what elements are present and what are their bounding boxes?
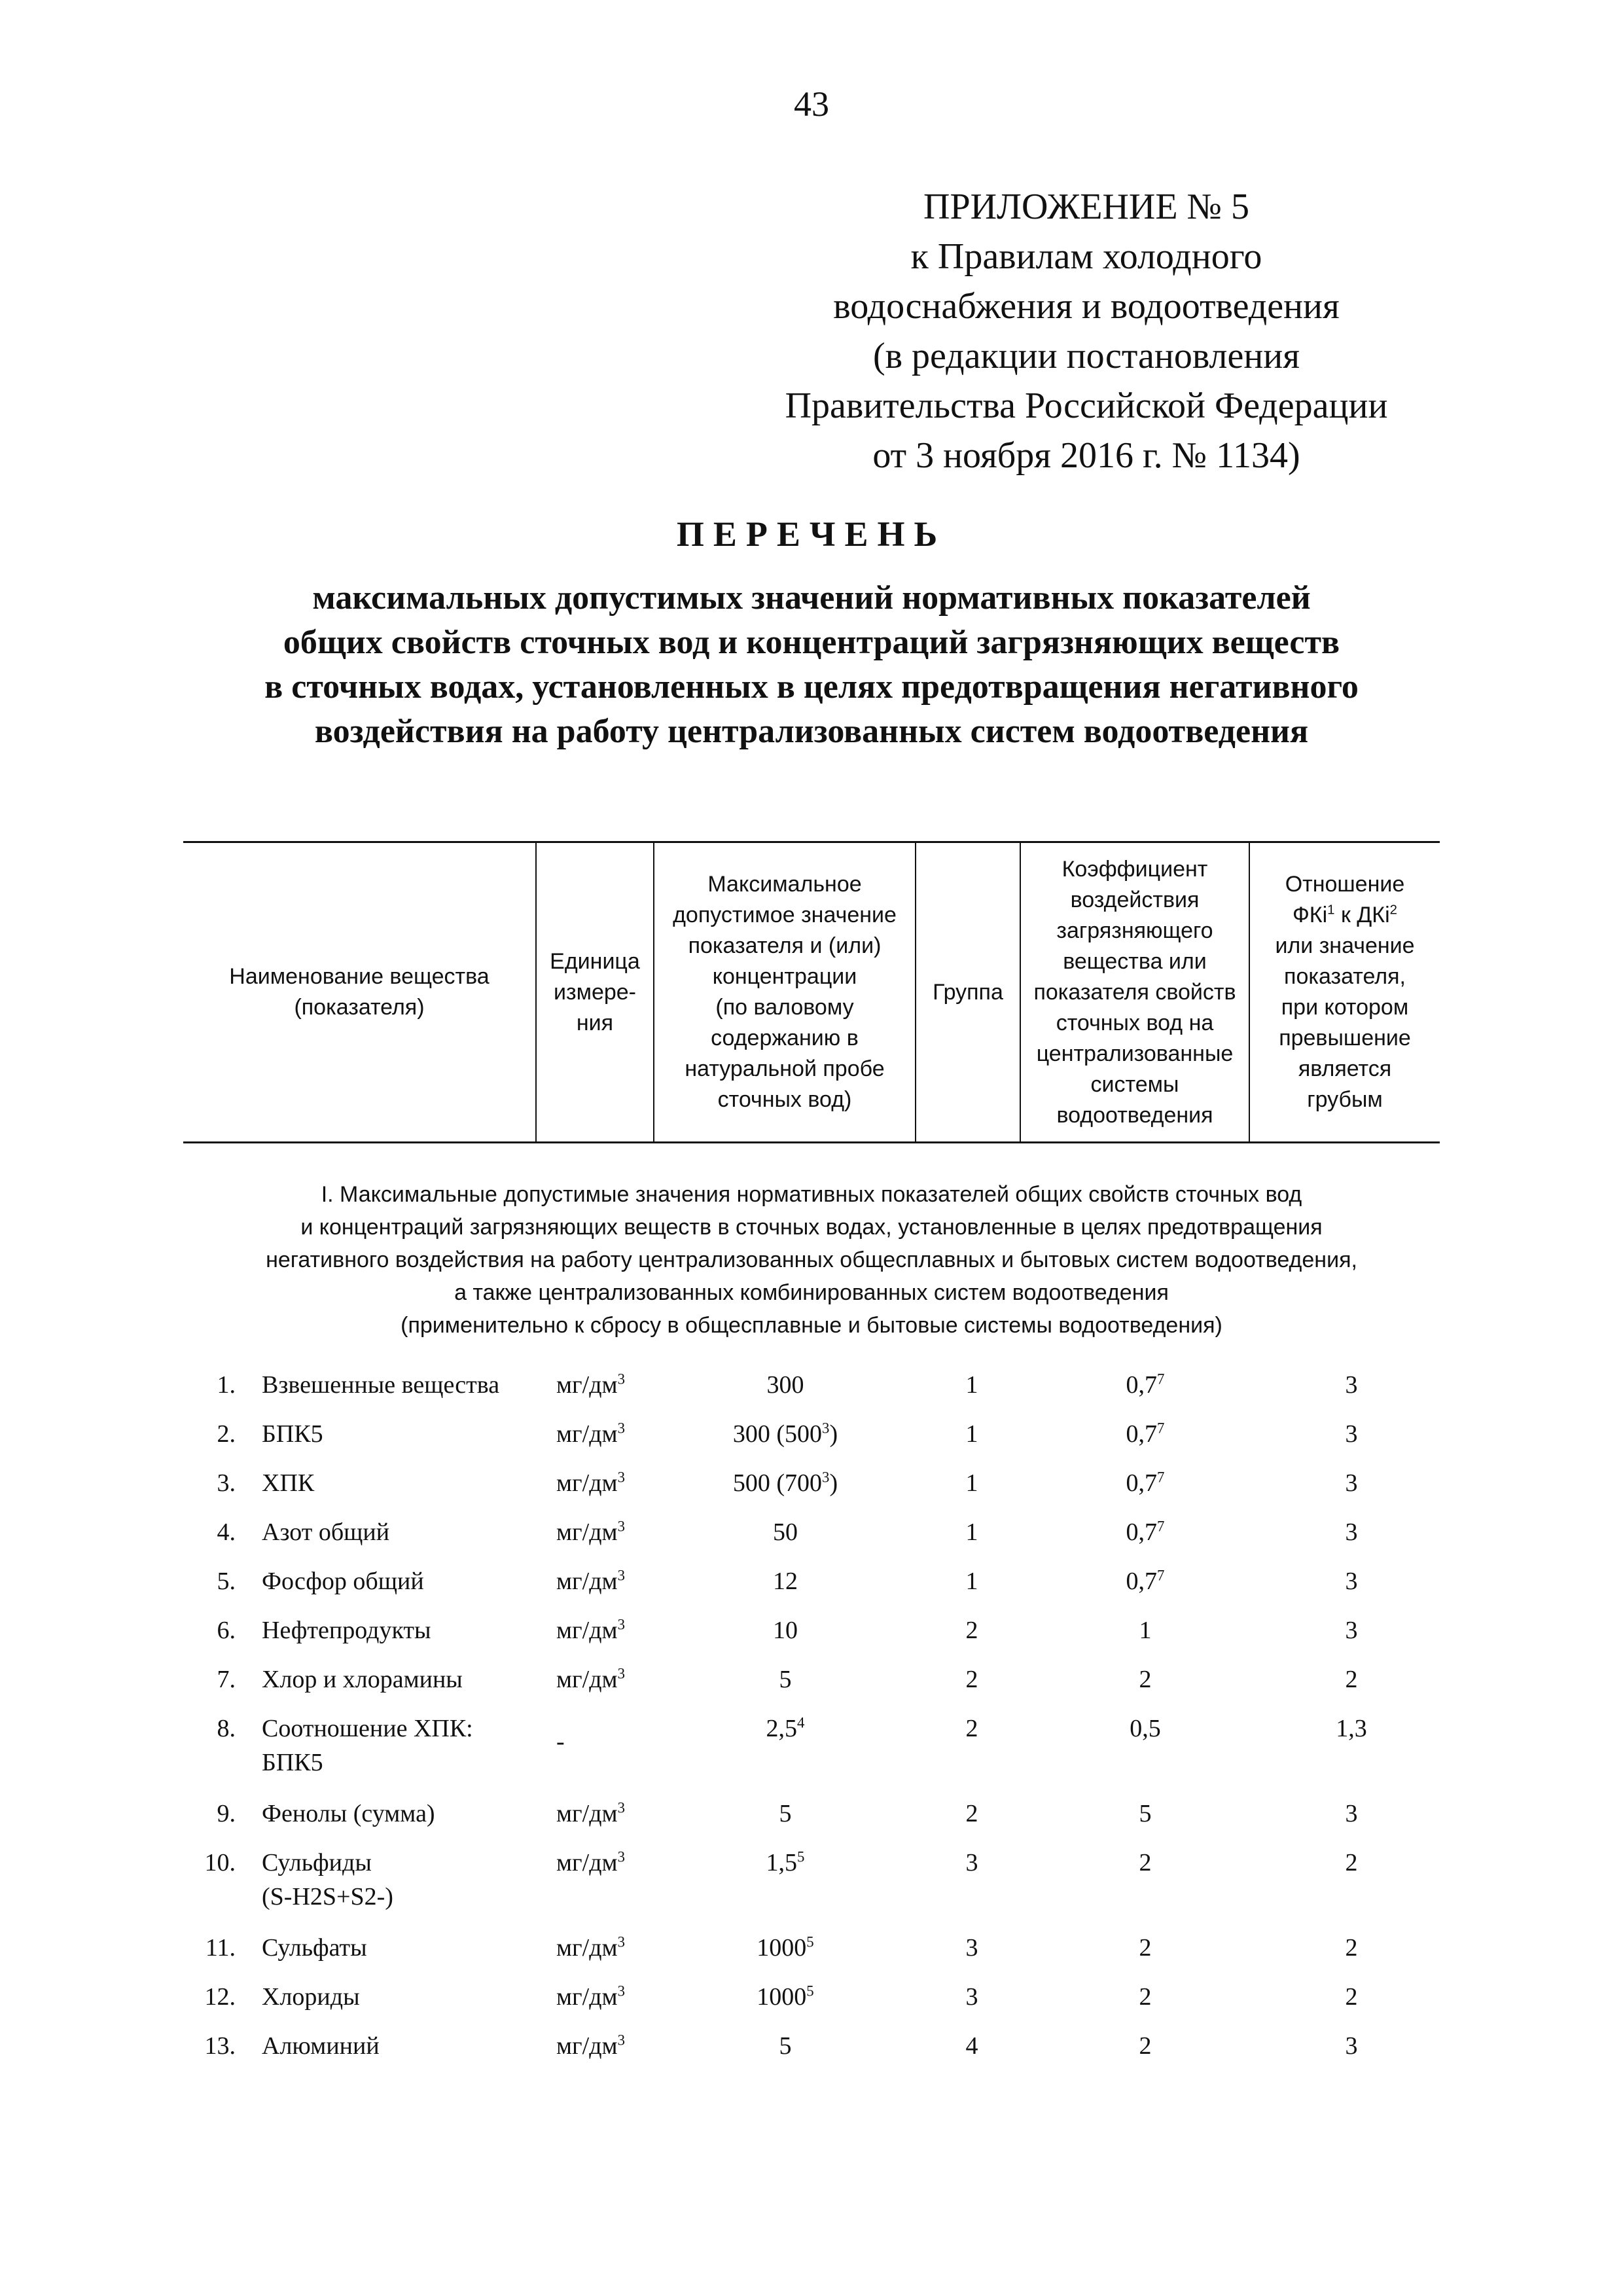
coef-text: 2 (1139, 1983, 1152, 2011)
coef-value (1047, 1712, 1243, 1746)
coef-text: 0,7 (1126, 1371, 1158, 1399)
appendix-line: водоснабжения и водоотведения (833, 286, 1340, 327)
max-text: 1000 (757, 1934, 807, 1962)
ratio-value: 3 (1345, 1469, 1358, 1497)
header-unit-text: Единица измере- ния (550, 948, 640, 1035)
row-number: 4. (217, 1518, 236, 1546)
ratio-value: 3 (1345, 2032, 1358, 2060)
row-number: 6. (217, 1617, 236, 1644)
max-text: 1,5 (766, 1849, 798, 1876)
max-sup: 5 (806, 1933, 814, 1950)
coef-text: 0,7 (1126, 1420, 1158, 1448)
section-heading-line: негативного воздействия на работу централизованных общесплавных и бытовых систем водоотведения, (266, 1247, 1357, 1272)
unit-sup: 3 (617, 1616, 625, 1633)
unit-sup: 3 (617, 1799, 625, 1816)
appendix-line: ПРИЛОЖЕНИЕ № 5 (923, 187, 1249, 227)
unit-text: мг/дм (556, 2032, 618, 2060)
max-text: 10 (773, 1617, 798, 1644)
header-group-cell (916, 843, 1021, 1141)
document-subtitle (177, 576, 1446, 754)
header-ratio-text (1275, 869, 1414, 1115)
unit (556, 1725, 565, 1759)
max-sup: 4 (797, 1714, 805, 1731)
ratio-value: 3 (1345, 1568, 1358, 1595)
coef-text: 0,7 (1126, 1469, 1158, 1497)
max-value (687, 1515, 883, 1549)
ratio-description: или значение показателя, при котором превышение является грубым (1275, 933, 1415, 1112)
max-sup: 5 (806, 1982, 814, 2000)
section-heading-line: а также централизованных комбинированных систем водоотведения (454, 1280, 1169, 1305)
row-number: 5. (217, 1568, 236, 1595)
coef-value (1047, 1564, 1243, 1598)
unit-text: мг/дм (556, 1371, 618, 1399)
coef-text: 1 (1139, 1617, 1152, 1644)
substance-name: Хлор и хлорамины (262, 1666, 463, 1693)
unit (556, 1662, 625, 1696)
max-value (687, 1613, 883, 1647)
unit (556, 1417, 625, 1451)
max-text: 12 (773, 1568, 798, 1595)
max-value (687, 1466, 883, 1500)
max-text: 1000 (757, 1983, 807, 2011)
max-value (687, 1846, 883, 1880)
unit-text: мг/дм (556, 1934, 618, 1962)
unit-text: мг/дм (556, 1469, 618, 1497)
coef-value (1047, 1368, 1243, 1402)
max-value (687, 1662, 883, 1696)
ratio-value: 3 (1345, 1617, 1358, 1644)
ratio-fk: ФКi (1292, 903, 1328, 927)
header-coef-cell (1021, 843, 1250, 1141)
ratio-value: 2 (1345, 1934, 1358, 1962)
unit (556, 1466, 625, 1500)
coef-value (1047, 1613, 1243, 1647)
unit-text: мг/дм (556, 1568, 618, 1595)
row-number: 3. (217, 1469, 236, 1497)
unit (556, 1613, 625, 1647)
header-unit-cell (537, 843, 654, 1141)
ratio-value: 3 (1345, 1800, 1358, 1827)
unit-sup: 3 (617, 2032, 625, 2049)
substance-name: Фенолы (сумма) (262, 1800, 435, 1827)
section-heading-line: и концентраций загрязняющих веществ в сточных водах, установленные в целях предотвращения (300, 1215, 1323, 1240)
coef-value (1047, 2029, 1243, 2063)
substance-name: Взвешенные вещества (262, 1371, 500, 1399)
row-number: 2. (217, 1420, 236, 1448)
unit (556, 2029, 625, 2063)
section-heading-line: (применительно к сбросу в общесплавные и бытовые системы водоотведения) (401, 1313, 1222, 1338)
unit-sup: 3 (617, 1665, 625, 1682)
section-heading (157, 1178, 1466, 1342)
group-value: 3 (965, 1849, 978, 1876)
appendix-line: (в редакции постановления (872, 336, 1300, 376)
max-value (687, 1980, 883, 2014)
coef-value (1047, 1417, 1243, 1451)
substance-name: ХПК (262, 1469, 315, 1497)
coef-value (1047, 1797, 1243, 1831)
unit-sup: 3 (617, 1420, 625, 1437)
max-value (687, 2029, 883, 2063)
ratio-footnote-1: 1 (1327, 903, 1335, 918)
substance-name: Нефтепродукты (262, 1617, 431, 1644)
unit-sup: 3 (617, 1371, 625, 1388)
max-after: ) (829, 1469, 838, 1497)
page-number: 43 (794, 84, 829, 124)
subtitle-line: воздействия на работу централизованных систем водоотведения (314, 713, 1309, 750)
max-value (687, 1931, 883, 1965)
coef-sup: 7 (1157, 1567, 1165, 1584)
coef-value (1047, 1931, 1243, 1965)
row-number: 13. (204, 2032, 236, 2060)
row-number: 10. (204, 1849, 236, 1876)
appendix-block (753, 182, 1420, 480)
unit (556, 1368, 625, 1402)
max-sup: 3 (822, 1469, 830, 1486)
unit (556, 1980, 625, 2014)
max-after: ) (829, 1420, 838, 1448)
header-coef-text: Коэффициент воздействия загрязняющего вещества или показателя свойств сточных вод на централизованные системы водоотведения (1033, 856, 1236, 1128)
unit (556, 1564, 625, 1598)
group-value: 2 (965, 1800, 978, 1827)
subtitle-line: в сточных водах, установленных в целях предотвращения негативного (264, 668, 1359, 706)
coef-value (1047, 1846, 1243, 1880)
substance-name: Сульфаты (262, 1934, 367, 1962)
group-value: 3 (965, 1983, 978, 2011)
unit (556, 1846, 625, 1880)
coef-sup: 7 (1157, 1469, 1165, 1486)
unit (556, 1797, 625, 1831)
row-number: 7. (217, 1666, 236, 1693)
coef-value (1047, 1662, 1243, 1696)
coef-text: 0,7 (1126, 1518, 1158, 1546)
unit-sup: 3 (617, 1567, 625, 1584)
ratio-dk: к ДКi (1334, 903, 1390, 927)
coef-value (1047, 1980, 1243, 2014)
coef-text: 5 (1139, 1800, 1152, 1827)
substance-name: Соотношение ХПК: БПК5 (262, 1715, 473, 1776)
unit-text: мг/дм (556, 1983, 618, 2011)
ratio-label: Отношение (1285, 872, 1405, 897)
substance-name: Фосфор общий (262, 1568, 424, 1595)
unit-text: мг/дм (556, 1666, 618, 1693)
row-number: 12. (204, 1983, 236, 2011)
table-header (183, 841, 1440, 1143)
max-value (687, 1797, 883, 1831)
unit (556, 1515, 625, 1549)
unit-text: мг/дм (556, 1800, 618, 1827)
group-value: 4 (965, 2032, 978, 2060)
appendix-line: к Правилам холодного (910, 236, 1262, 277)
max-text: 5 (779, 1666, 792, 1693)
row-number: 9. (217, 1800, 236, 1827)
max-value (687, 1417, 883, 1451)
subtitle-line: общих свойств сточных вод и концентраций загрязняющих веществ (283, 624, 1340, 661)
coef-text: 2 (1139, 1849, 1152, 1876)
ratio-value: 1,3 (1336, 1715, 1367, 1742)
coef-text: 2 (1139, 1666, 1152, 1693)
max-text: 5 (779, 2032, 792, 2060)
row-number: 8. (217, 1715, 236, 1742)
ratio-value: 3 (1345, 1420, 1358, 1448)
substance-name: БПК5 (262, 1420, 323, 1448)
unit-sup: 3 (617, 1933, 625, 1950)
unit-text: мг/дм (556, 1420, 618, 1448)
ratio-value: 2 (1345, 1666, 1358, 1693)
document-title: ПЕРЕЧЕНЬ (676, 514, 947, 554)
max-text: 300 (766, 1371, 804, 1399)
coef-value (1047, 1466, 1243, 1500)
unit-sup: 3 (617, 1982, 625, 2000)
appendix-line: от 3 ноября 2016 г. № 1134) (872, 435, 1300, 476)
substance-name: Азот общий (262, 1518, 390, 1546)
group-value: 1 (965, 1469, 978, 1497)
max-value (687, 1368, 883, 1402)
coef-sup: 7 (1157, 1420, 1165, 1437)
max-sup: 5 (797, 1848, 805, 1865)
row-number: 11. (205, 1934, 236, 1962)
substance-name: Сульфиды (S-H2S+S2-) (262, 1849, 393, 1910)
header-name-cell (183, 843, 537, 1141)
header-max-cell (654, 843, 916, 1141)
group-value: 2 (965, 1715, 978, 1742)
header-group-text: Группа (933, 979, 1003, 1005)
group-value: 1 (965, 1420, 978, 1448)
coef-text: 0,5 (1130, 1715, 1161, 1742)
substance-name: Хлориды (262, 1983, 360, 2011)
unit (556, 1931, 625, 1965)
max-sup: 3 (822, 1420, 830, 1437)
unit-text: - (556, 1728, 565, 1755)
group-value: 2 (965, 1617, 978, 1644)
subtitle-line: максимальных допустимых значений нормативных показателей (312, 579, 1311, 617)
group-value: 2 (965, 1666, 978, 1693)
group-value: 1 (965, 1371, 978, 1399)
unit-text: мг/дм (556, 1617, 618, 1644)
section-heading-line: I. Максимальные допустимые значения нормативных показателей общих свойств сточных вод (321, 1182, 1302, 1207)
ratio-value: 2 (1345, 1983, 1358, 2011)
unit-sup: 3 (617, 1518, 625, 1535)
unit-text: мг/дм (556, 1849, 618, 1876)
coef-sup: 7 (1157, 1518, 1165, 1535)
coef-text: 2 (1139, 2032, 1152, 2060)
coef-sup: 7 (1157, 1371, 1165, 1388)
max-text: 2,5 (766, 1715, 798, 1742)
ratio-value: 2 (1345, 1849, 1358, 1876)
ratio-value: 3 (1345, 1518, 1358, 1546)
unit-sup: 3 (617, 1469, 625, 1486)
max-text: 50 (773, 1518, 798, 1546)
group-value: 1 (965, 1518, 978, 1546)
coef-text: 2 (1139, 1934, 1152, 1962)
header-max-text: Максимальное допустимое значение показателя и (или) концентрации (по валовому содержанию в натуральной пробе сточных вод) (673, 872, 897, 1112)
coef-text: 0,7 (1126, 1568, 1158, 1595)
appendix-line: Правительства Российской Федерации (785, 386, 1388, 426)
coef-value (1047, 1515, 1243, 1549)
unit-sup: 3 (617, 1848, 625, 1865)
ratio-footnote-2: 2 (1389, 903, 1398, 918)
max-text: 500 (700 (732, 1469, 823, 1497)
unit-text: мг/дм (556, 1518, 618, 1546)
row-number: 1. (217, 1371, 236, 1399)
max-text: 300 (500 (732, 1420, 823, 1448)
group-value: 3 (965, 1934, 978, 1962)
substance-name: Алюминий (262, 2032, 380, 2060)
header-name-text: Наименование вещества (показателя) (229, 964, 490, 1020)
header-ratio-cell (1250, 843, 1440, 1141)
max-value (687, 1564, 883, 1598)
group-value: 1 (965, 1568, 978, 1595)
max-text: 5 (779, 1800, 792, 1827)
ratio-value: 3 (1345, 1371, 1358, 1399)
max-value (687, 1712, 883, 1746)
